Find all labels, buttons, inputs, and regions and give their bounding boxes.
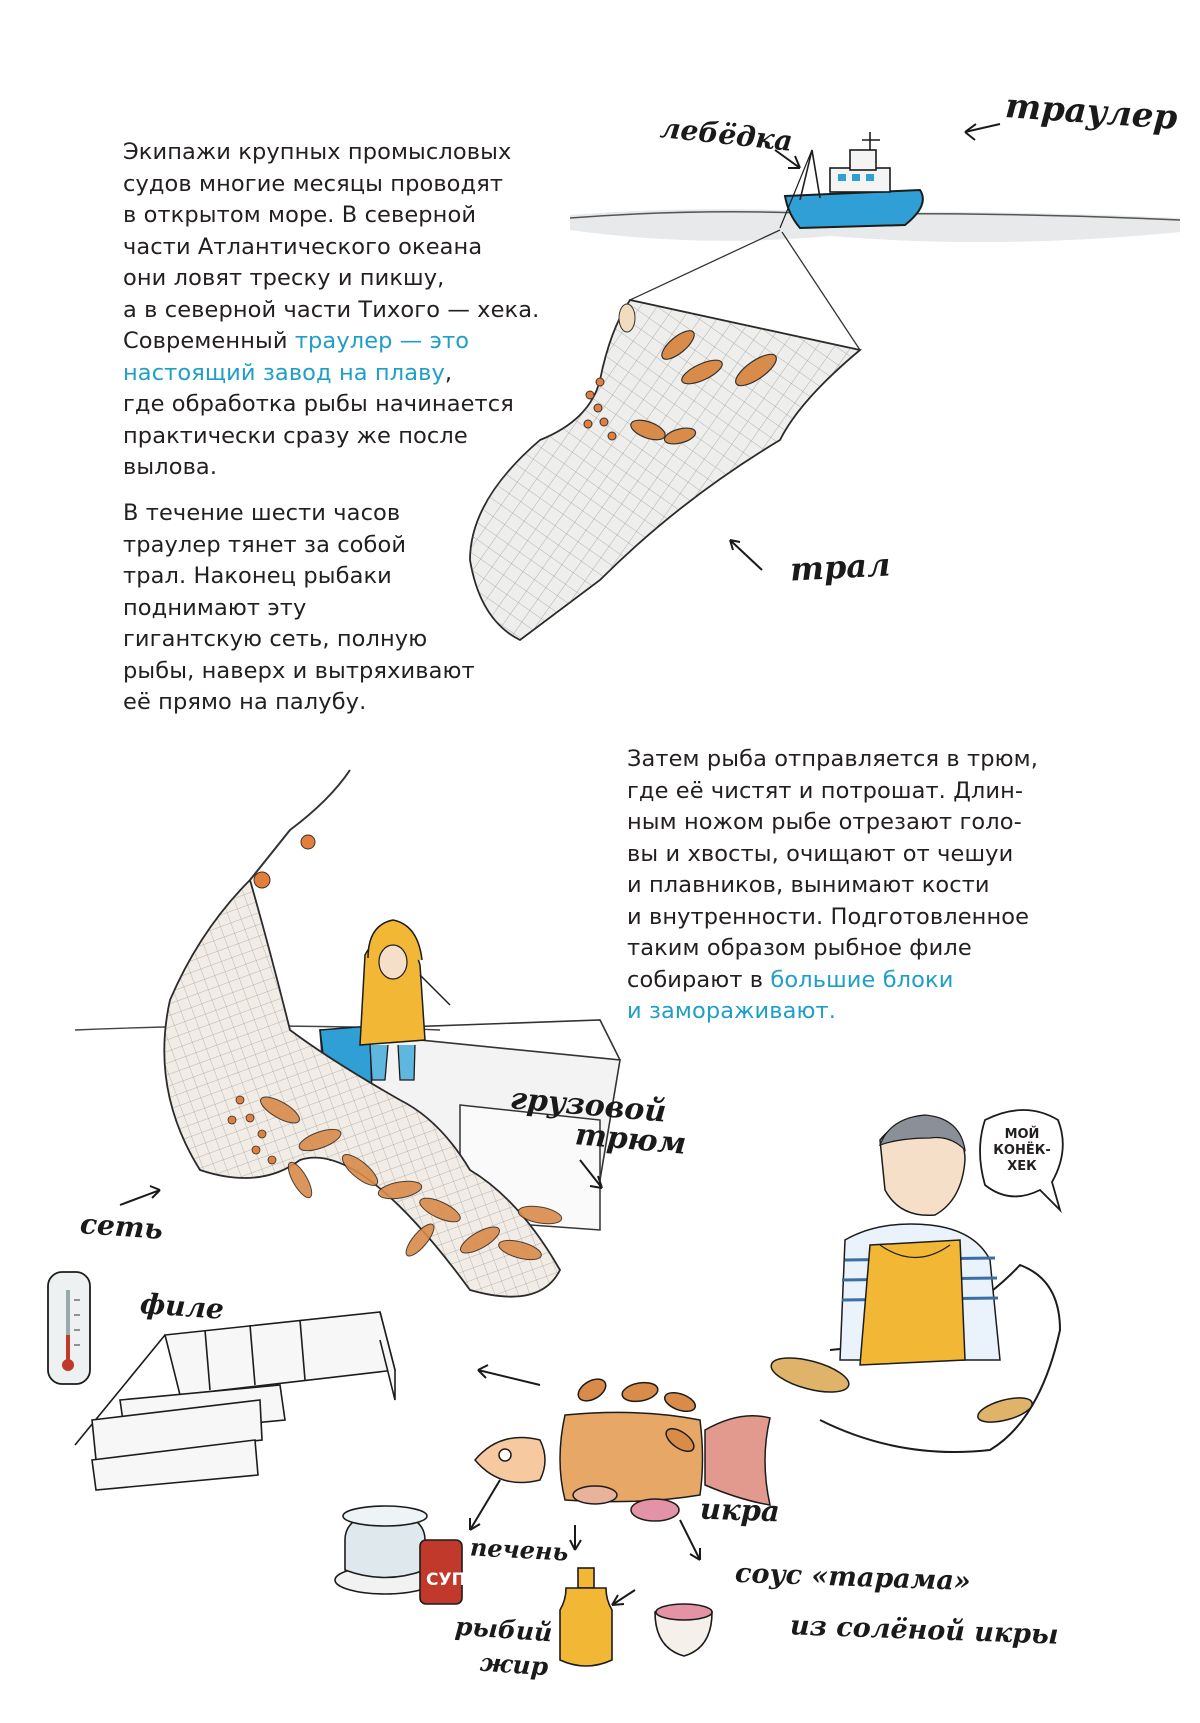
cook-figure — [840, 1115, 1000, 1365]
text-line: Затем рыба отправляется в трюм, — [627, 746, 1038, 772]
highlight-text: большие блоки — [770, 966, 954, 993]
text-line — [627, 965, 1038, 997]
label-fillet: филе — [138, 1287, 225, 1326]
text-line: её прямо на палубу. — [123, 689, 367, 715]
frozen-fillet-blocks — [75, 1312, 395, 1490]
text-line: где её чистят и потрошат. Длин- — [627, 777, 1024, 804]
label-fish-oil-1: рыбий — [454, 1611, 554, 1648]
text-line: трал. Наконец рыбаки — [123, 563, 392, 589]
text-line: судов многие месяцы проводят — [123, 170, 504, 197]
label-trawler: траулер — [1003, 86, 1179, 138]
text-line: практически сразу же после — [123, 422, 468, 449]
text-line: рыбы, наверх и вытряхивают — [123, 657, 475, 684]
label-net: сеть — [78, 1207, 165, 1246]
text-line: траулер тянет за собой — [123, 531, 407, 558]
trawler-ship — [780, 132, 923, 228]
label-winch: лебёдка — [658, 111, 795, 158]
text-line: вы и хвосты, очищают от чешуи — [627, 840, 1014, 867]
fish-oil-bottle — [560, 1568, 612, 1666]
text-line: части Атлантического океана — [123, 233, 483, 260]
label-cargo-hold-1: грузовой — [508, 1081, 668, 1130]
text-line: и замораживают. — [627, 998, 836, 1024]
text-plain: собирают в — [627, 966, 771, 993]
text-line: поднимают эту — [123, 594, 307, 621]
text-line: они ловят треску и пикшу, — [123, 265, 445, 291]
taramasalata-bowl — [655, 1604, 712, 1656]
text-line: где обработка рыбы начинается — [123, 391, 514, 417]
text-line — [123, 326, 539, 358]
paragraph-intro — [123, 137, 539, 484]
text-line: гигантскую сеть, полную — [123, 626, 428, 652]
text-line — [123, 358, 539, 390]
paragraph-trawl — [123, 498, 475, 719]
text-plain: Современный — [123, 328, 295, 354]
label-fish-oil-2: жир — [479, 1647, 550, 1682]
label-liver: печень — [469, 1532, 570, 1567]
text-line: в открытом море. В северной — [123, 202, 477, 228]
label-soup: СУП — [426, 1570, 466, 1590]
label-sauce-1: соус «тарама» — [734, 1557, 972, 1598]
highlight-text: настоящий завод на плаву — [123, 359, 445, 386]
text-line: а в северной части Тихого — хека. — [123, 296, 540, 323]
text-line: и внутренности. Подготовленное — [627, 903, 1030, 930]
highlight-text: траулер — это — [294, 328, 470, 354]
thermometer — [48, 1272, 90, 1384]
text-line: В течение шести часов — [123, 500, 401, 526]
label-sauce-2: из солёной икры — [789, 1610, 1060, 1651]
bubble-line: ХЕК — [1007, 1159, 1037, 1174]
bubble-line: КОНЁК- — [993, 1143, 1051, 1158]
text-line: Экипажи крупных промысловых — [123, 139, 512, 165]
text-line: вылова. — [123, 454, 218, 480]
label-caviar: икра — [699, 1491, 781, 1529]
label-trawl: трал — [789, 545, 892, 589]
paragraph-processing — [627, 744, 1038, 1028]
text-line: таким образом рыбное филе — [627, 935, 972, 961]
text-line: ным ножом рыбе отрезают голо- — [627, 809, 1022, 835]
bubble-line: МОЙ — [1004, 1127, 1040, 1142]
label-cargo-hold-2: трюм — [573, 1117, 688, 1162]
speech-bubble-text — [984, 1127, 1060, 1175]
text-plain: , — [444, 359, 453, 386]
text-line: и плавников, вынимают кости — [627, 872, 990, 898]
